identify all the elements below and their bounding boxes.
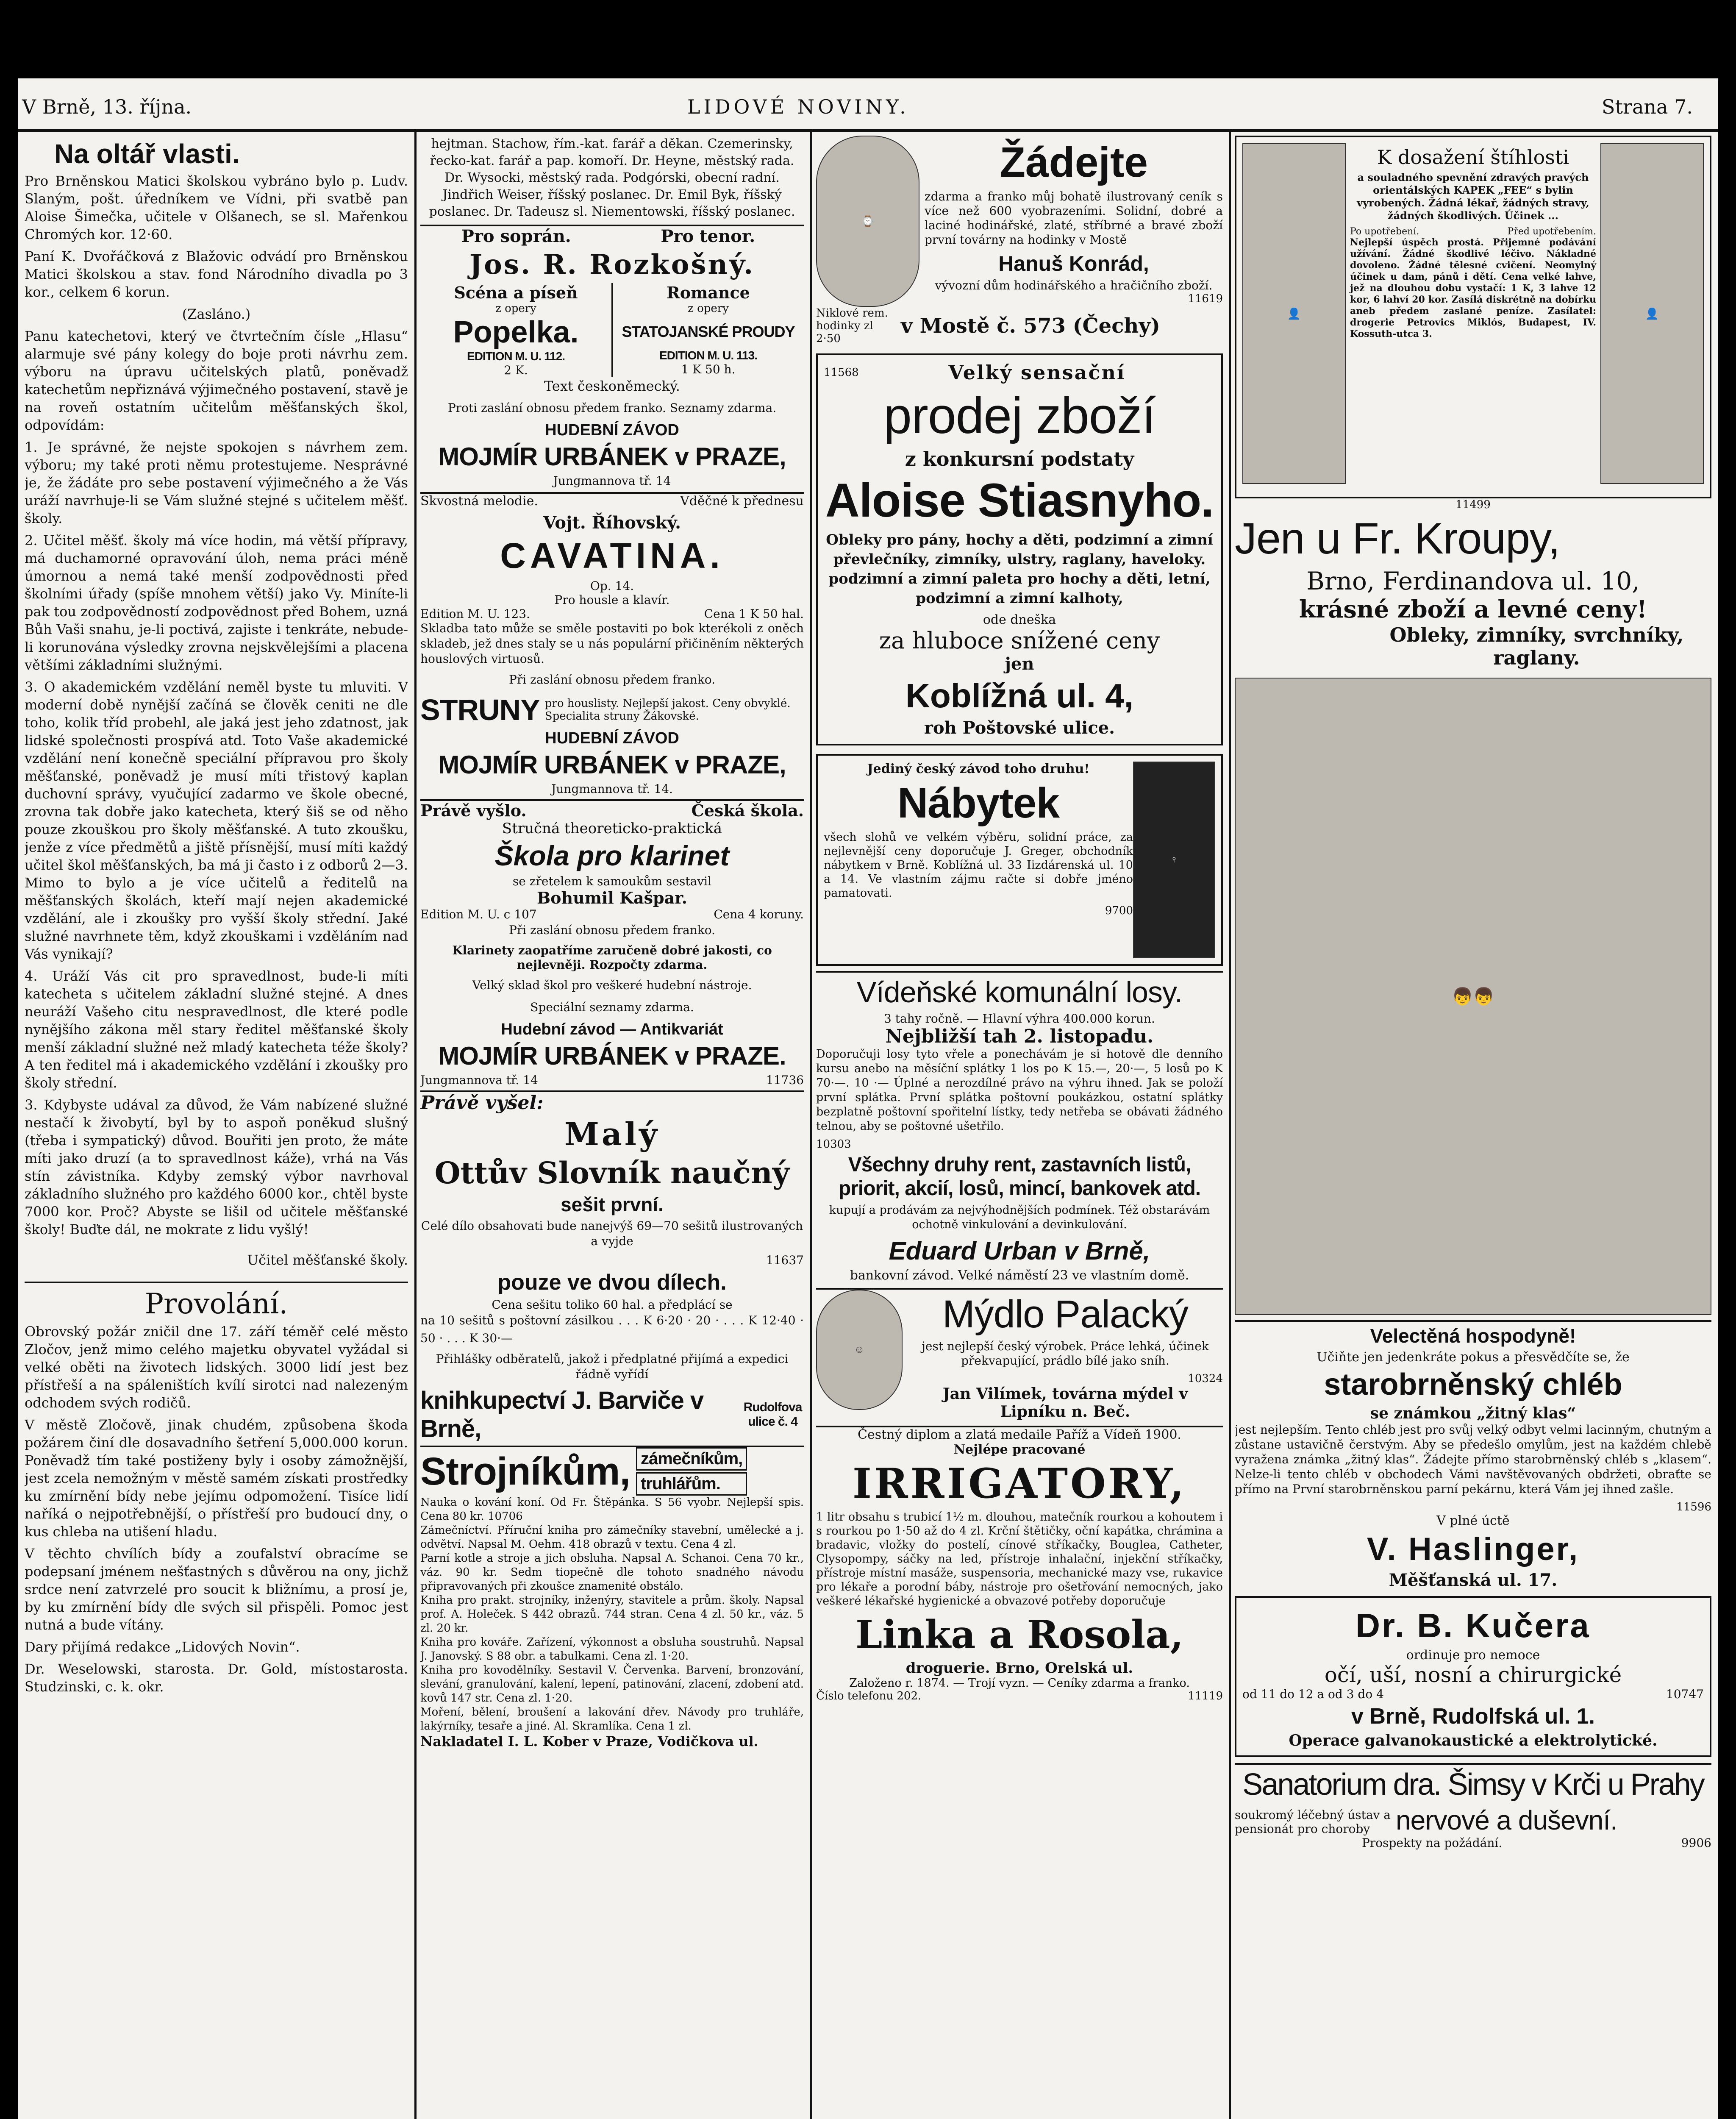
ad-line: Parní kotle a stroje a jich obsluha. Napsal A. Schanoi. Cena 70 kr., váz. 90 kr. Sedm tiopečně dle tohoto snadného návodu připravovaných při zkoušce znamenité obstálo. bbox=[420, 1552, 804, 1593]
article-title: Provolání. bbox=[144, 1288, 288, 1320]
ad-line: MOJMÍR URBÁNEK v PRAZE. bbox=[438, 1042, 786, 1070]
ad-line: ode dneška bbox=[983, 612, 1056, 627]
ad-line: 1 litr obsahu s trubicí 1½ m. dlouhou, matečník rourkou a kohoutem i s rourkou po 1·50 až do 4 zl. Krční štětičky, oční kapátka, chrámina a bradavic, vložky do postelí, cínové stříkačky, Bouglea, Catheter, Clysopompy, sáčky na led, přístroje inhalační, injekční stříkačky, přístroje místní masáže, suspensoria, mechanické mazy vse, rukavice pro lékaře a porodní báby, nástroje pro ošetřování nemocných, jako veškeré lékařské hygienické a obvazové potřeby doporučuje bbox=[816, 1510, 1223, 1607]
paragraph: hejtman. Stachow, řím.-kat. farář a děkan. Czemerinsky, řecko-kat. farář a pap. komoří. Dr. Heyne, městský rada. Dr. Wysocki, městský rada. Podgórski, obecní radní. Jindřich Weiser, říšský poslanec. Dr. Emil Byk, říšský poslanec. Dr. Tadeusz sl. Niementowski, říšský poslanec. bbox=[429, 136, 795, 219]
ad-line: očí, uší, nosní a chirurgické bbox=[1324, 1663, 1622, 1687]
boys-clothing-illustration: 👦👦 bbox=[1235, 678, 1711, 1315]
ad-line: Cena 1 K 50 hal. bbox=[704, 607, 804, 621]
ad-line: pouze ve dvou dílech. bbox=[497, 1270, 727, 1295]
ad-line: Po upotřebení. bbox=[1350, 226, 1419, 237]
ad-line: Zámečníctví. Příruční kniha pro zámečníky stavební, umělecké a j. odvětví. Napsal M. Oehm. 418 obrazů v textu. Cena 4 zl. bbox=[420, 1524, 804, 1551]
ad-line: z konkursní podstaty bbox=[905, 448, 1134, 470]
ad-line: kupují a prodávám za nejvýhodnějších podmínek. Též obstarávám ochotně vinkulování a devinkulování. bbox=[829, 1204, 1210, 1231]
column-1 bbox=[25, 136, 408, 2119]
ad-line: Ottův Slovník naučný bbox=[434, 1155, 790, 1190]
ad-line: Právě vyšlo. bbox=[420, 801, 527, 820]
ad-line: Nejbližší tah 2. listopadu. bbox=[885, 1026, 1154, 1047]
ad-line: Hanuš Konrád, bbox=[998, 252, 1149, 275]
ad-line: Stručná theoreticko-praktická bbox=[502, 820, 722, 837]
paragraph: 2. Učitel měšť. školy má více hodin, má větší přípravy, má duchamorné opravování úloh, nema práci méně úmornou a nemá také menší zodpovědnosti před školními úřady (spíše mnohem větší) jako Vy. Miníte-li pak tou zodpovědností zodpovědnost před Bohem, uzná Bůh Vaši snahu, je-li poctivá, zajiste i tenkráte, nebude-li korunována výsledky zrovna nejskvělejšími a placena většími základními služnými. bbox=[25, 532, 408, 673]
ad-line: Vojt. Říhovský. bbox=[543, 513, 681, 533]
ad-line: Kniha pro kováře. Zařízení, výkonnost a obsluha soustruhů. Napsal J. Janovský. S 88 obr. a tabulkami. Cena zl. 1·20. bbox=[420, 1636, 804, 1663]
ad-line: 3 tahy ročně. — Hlavní výhra 400.000 korun. bbox=[884, 1012, 1155, 1026]
ad-line: Obleky, zimníky, svrchníky, raglany. bbox=[1389, 623, 1684, 669]
ad-line: Speciální seznamy zdarma. bbox=[530, 1000, 694, 1014]
header-date: V Brně, 13. října. bbox=[22, 95, 192, 118]
furniture-ad bbox=[816, 754, 1223, 966]
ad-line: Koblížná ul. 4, bbox=[905, 677, 1133, 715]
ad-line: MOJMÍR URBÁNEK v PRAZE, bbox=[438, 442, 786, 471]
ad-line: 2 K. bbox=[504, 363, 528, 377]
sale-ad bbox=[816, 353, 1223, 745]
ad-line: CAVATINA. bbox=[500, 536, 724, 576]
soap-ad bbox=[816, 1288, 1223, 1421]
ad-line: v Mostě č. 573 (Čechy) bbox=[901, 314, 1160, 338]
ad-line: nervové a duševní. bbox=[1396, 1805, 1617, 1835]
ad-line: za hluboce snížené ceny bbox=[879, 627, 1160, 654]
ad-line: Linka a Rosola, bbox=[856, 1612, 1183, 1657]
music-ad bbox=[420, 225, 804, 246]
ad-line: Cena sešitu toliko 60 hal. a předplácí se bbox=[492, 1298, 733, 1312]
ad-line: Kniha pro prakt. strojníky, inženýry, stavitele a prům. školy. Napsal prof. A. Holeček. S 442 obrazů. 744 stran. Cena 4 zl. 50 kr., váz. 5 zl. 20 kr. bbox=[420, 1594, 804, 1635]
ad-line: Text českoněmecký. bbox=[544, 378, 680, 394]
ad-line: Kniha pro kovodělníky. Sestavil V. Červenka. Barvení, bronzování, slevání, granulování, kalení, lepení, patinování, zlacení, zdobení atd. kovů 147 str. Cena zl. 1·20. bbox=[420, 1664, 804, 1705]
ad-line: 10747 bbox=[1666, 1687, 1704, 1701]
ad-line: 1 K 50 h. bbox=[681, 362, 736, 376]
ad-line: Prospekty na požádání. bbox=[1362, 1836, 1503, 1850]
ad-line: a souladného spevnění zdravých pravých orientálských KAPEK „FEE“ s bylin vyrobených. Žádná lékař, žádných stravy, žádných škodlivých. Účinek ... bbox=[1357, 171, 1589, 222]
ad-line: Doporučuji losy tyto vřele a ponechávám je si hotově dle denního kursu anebo na měsíční splátky 1 los po K 15.—, 20·—, 5 losů po K 70·—. 10 ·— Úplné a nerozdílné právo na výhru ihned. Jak se položí první splátka. První splátka poštovní poukázkou, ostatní splátky bezplatně poštovní spořitelní lístky, tedy netřeba se obávati žádného telnou, aby se poštovné ušetřilo. bbox=[816, 1048, 1223, 1133]
doctor-ad bbox=[1235, 1596, 1711, 1757]
ad-line: Jediný český závod toho druhu! bbox=[867, 762, 1090, 776]
ad-line: Přihlášky odběratelů, jakož i předplatné přijímá a expedici řádně vyřídí bbox=[436, 1352, 789, 1381]
ad-line: Všechny druhy rent, zastavních listů, priorit, akcií, losů, mincí, bankovek atd. bbox=[838, 1154, 1201, 1200]
ad-line: Jungmannova tř. 14. bbox=[551, 782, 673, 796]
paragraph: Dary přijímá redakce „Lidových Novin“. bbox=[25, 1639, 300, 1655]
music-ad-columns bbox=[420, 283, 804, 377]
column-4 bbox=[1235, 136, 1711, 2119]
masthead: LIDOVÉ NOVINY. bbox=[687, 95, 909, 118]
paragraph: 3. Kdybyste udával za důvod, že Vám nabízené služné nestačí k živobytí, byl by to aspoň poněkud slušný (třeba i sympatický) důvod. Bouřiti jen proto, že máte míti jako druzí (a to spravedlnost káže), vrhá na Vás stín závistníka. Kdyby zemský výbor navrhoval základního služného pro každého 6000 kor., chtěl byste 7000 kor. Proč? Abyste se lišil od učitele měšťanské školy! Buďte dál, ne mokrate z lidu vyšlý! bbox=[25, 1097, 408, 1237]
ad-line: 11619 bbox=[1188, 292, 1223, 305]
ad-line: V plné úctě bbox=[1436, 1513, 1510, 1528]
ad-line: HUDEBNÍ ZÁVOD bbox=[545, 729, 679, 747]
ad-line: Nauka o kování koní. Od Fr. Štěpánka. S 56 vyobr. Nejlepší spis. Cena 80 kr. 10706 bbox=[420, 1496, 804, 1523]
paragraph: Paní K. Dvořáčková z Blažovic odvádí pro Brněnskou Matici školskou a stav. fond Národního divadla po 3 kor., celkem 6 korun. bbox=[25, 248, 408, 300]
article-title: Na oltář vlasti. bbox=[54, 139, 240, 169]
ad-line: Popelka. bbox=[453, 315, 579, 349]
ad-line: na 10 sešitů s poštovní zásilkou . . . K 6·20 · 20 · . . . K 12·40 · 50 · . . . K 30·— bbox=[420, 1313, 804, 1345]
pocket-watch-illustration: ⌚ bbox=[816, 136, 919, 307]
ad-line: jest nejlepší český výrobek. Práce lehká, účinek překvapující, prádlo bílé jako sníh. bbox=[922, 1339, 1209, 1368]
ad-line: Velký sklad škol pro veškeré hudební nástroje. bbox=[472, 978, 752, 992]
ad-heading: Pro soprán. bbox=[461, 226, 571, 246]
paragraph: V těchto chvílích bídy a zoufalství obracíme se podepsaní jménem nešťastných s důvěrou na ony, jichž srdce není zatvrzelé pro soucit k bližnímu, a prosí je, by ku zmírnění bídy dle svých sil přispěli. Pomoc jest nutná a bude vítány. bbox=[25, 1546, 408, 1633]
ad-line: od 11 do 12 a od 3 do 4 bbox=[1242, 1687, 1384, 1701]
newspaper-page bbox=[18, 78, 1718, 2119]
ad-line: Nejlepší úspěch prostá. Přijemné podávání užívání. Žádné škodlivé léčivo. Nákladné dovoleno. Žádné tělesné cvičení. Neomylný účinek u dam, pánů i dětí. Cena velké lahve, jež na dlouhou dobu vystačí: 1 K, 3 lahve 12 kor, 6 lahví 20 kor. Zasílá diskrétně na dobírku aneb předem zaslané peníze. Zasílatel: drogerie Petrovics Miklós, Budapest, IV. Kossuth-utca 3. bbox=[1350, 237, 1596, 339]
ad-line: Jungmannova tř. 14 bbox=[420, 1073, 538, 1087]
ad-line: 11596 bbox=[1676, 1501, 1711, 1513]
ad-line: Rudolfova ulice č. 4 bbox=[743, 1400, 802, 1429]
woman-before-illustration: 👤 bbox=[1600, 143, 1704, 484]
ad-line: bankovní závod. Velké náměstí 23 ve vlastním domě. bbox=[850, 1268, 1189, 1283]
ad-line: Op. 14. bbox=[590, 579, 634, 593]
watch-ad bbox=[816, 136, 1223, 307]
ad-line: Před upotřebením. bbox=[1507, 226, 1596, 237]
ad-line: Čestný diplom a zlatá medaile Paříž a Vídeň 1900. bbox=[858, 1427, 1181, 1442]
ad-line: Edition M. U. 123. bbox=[420, 607, 530, 621]
ad-line: Učiňte jen jedenkráte pokus a přesvědčíte se, že bbox=[1317, 1350, 1630, 1365]
ad-line: STATOJANSKÉ PROUDY bbox=[622, 323, 795, 340]
ad-line: Skvostná melodie. bbox=[420, 494, 538, 509]
ad-line: Operace galvanokaustické a elektrolytické. bbox=[1289, 1732, 1658, 1749]
ad-block bbox=[420, 799, 804, 820]
ad-line: jest nejlepším. Tento chléb jest pro svůj velký odbyt velmi lacinným, chutným a zůstane ustavičně čerstvým. Aby se předešlo omylům, jest na každém chlebě vyražena známka „žitný klas“. Žádejte přímo starobrněnský chléb s „klasem“. Nelze-li tento chléb v obchodech Vámi navštěvovaných obdržeti, obraťte se přímo na První starobrněnskou parní pekárnu, která Vám jej ihned zašle. bbox=[1235, 1423, 1711, 1496]
ad-line: ordinuje pro nemoce bbox=[1406, 1648, 1540, 1663]
ad-line: Jen u Fr. Kroupy, bbox=[1235, 514, 1560, 563]
paragraph: V městě Zločově, jinak chudém, způsobena škoda požárem činí dle dosavadního šetření 5,000.000 korun. Poněvadž tím také postiženy byly i osoby zámožnější, jest zcela nemožným v městě samém získati prostředky ku zmírnění bídy nebe jejímu odpomožení. Tisíce lidí naříká o nejpotřebnější, o přístřeší pro budoucí dny, o kus chleba na utišení hladu. bbox=[25, 1417, 408, 1540]
column-rule bbox=[1229, 131, 1231, 2119]
ad-line: HUDEBNÍ ZÁVOD bbox=[545, 421, 679, 439]
ad-line: Celé dílo obsahovati bude nanejvýš 69—70 sešitů ilustrovaných a vyjde bbox=[421, 1219, 803, 1248]
ad-line: Dr. B. Kučera bbox=[1355, 1607, 1591, 1644]
ad-line: EDITION M. U. 112. bbox=[467, 350, 565, 363]
ad-line: Skladba tato může se směle postaviti po bok kterékoli z oněch skladeb, jež dnes staly se u nás populární přičiněním některých houslových virtuosů. bbox=[420, 621, 804, 666]
ad-line: Jan Vilímek, továrna mýdel v Lipníku n. Beč. bbox=[942, 1385, 1188, 1421]
ad-line: Edition M. U. c 107 bbox=[420, 907, 537, 921]
ad-line: 11736 bbox=[766, 1073, 804, 1087]
ad-line: krásné zboží a levné ceny! bbox=[1299, 595, 1647, 623]
ad-line: Malý bbox=[564, 1116, 660, 1153]
ad-line: Bohumil Kašpar. bbox=[536, 888, 688, 907]
paragraph: Pro Brněnskou Matici školskou vybráno bylo p. Ludv. Slaným, pošt. úředníkem ve Vídni, při svatbě pan Aloise Šimečka, učitele v Olšanech, se sl. Mařenkou Chromých kor. 12·60. bbox=[25, 173, 408, 242]
ad-line: Proti zaslání obnosu předem franko. Seznamy zdarma. bbox=[447, 401, 777, 415]
ad-line: Při zaslání obnosu předem franko. bbox=[509, 673, 715, 687]
ad-line: Brno, Ferdinandova ul. 10, bbox=[1306, 567, 1640, 595]
ad-line: 9906 bbox=[1681, 1836, 1711, 1850]
paragraph: 3. O akademickém vzdělání neměl byste tu mluviti. V moderní době nynější začíná se člověk ceniti ne dle toho, kolik tříd probehl, ale jaká jest jeho zdatnost, jak lidské společnosti prospívá atd. Toto Vaše akademické vzdělání není konečně speciální přípravou pro školy měšťanské, poněvadž je musí míti třistový kaplan duchovní správy, vyučující zadarmo ve škole obecné, zrovna tak dobře jako katecheta, který šiš se od něho pouze zkouškou pro školy měšťanské. A tuto zkoušku, jenže z více předmětů a jiště přísnější, musí míti každý učitel škol měšťanských, ba má ji často i z odborů 2—3. Mimo to bylo a je více učitelů a ředitelů na měšťanských školách, kteří mají nejen akademické vzdělání, ale i zkoušky pro vyšší školy střední. Jaké služné navrhnete těm, když zkouškami i vzděláním nad Vás vynikají? bbox=[25, 679, 408, 962]
ad-line: vývozní dům hodinářského a hračičního zboží. bbox=[935, 278, 1213, 292]
ad-block bbox=[420, 1073, 804, 1087]
ad-line: droguerie. Brno, Orelská ul. bbox=[905, 1660, 1133, 1677]
page-number: Strana 7. bbox=[1602, 95, 1693, 118]
ad-line: Mýdlo Palacký bbox=[942, 1293, 1189, 1336]
ad-block bbox=[1235, 1805, 1711, 1836]
ad-line: Právě vyšel: bbox=[420, 1092, 544, 1114]
ad-line: K dosažení štíhlosti bbox=[1377, 146, 1569, 169]
paragraph: Obrovský požár zničil dne 17. září téměř celé město Zločov, jenž mimo celého majetku obyvatel vyžádal si velké oběti na životech lidských. 3000 lidí jest bez přístřeší a na spáleništích kvílí sirotci nad nalezeným odchodem svých rodičů. bbox=[25, 1324, 408, 1411]
ad-block bbox=[420, 1446, 804, 1496]
ad-line: sešit první. bbox=[561, 1193, 664, 1215]
column-rule bbox=[414, 131, 417, 2119]
paragraph: 4. Uráží Vás cit pro spravedlnost, bude-li míti katecheta s učitelem základní služné stejné. A dnes neuráží Vašeho citu nespravedlnost, dle které podle nynějšího zákona měl stary ředitel měšťanské školy menší základní služné než mladý katecheta téže školy? A ten ředitel má i akademického vzdělání i zkoušky pro školy střední. bbox=[25, 968, 408, 1091]
ad-block bbox=[1235, 1836, 1711, 1850]
paragraph: 1. Je správné, že nejste spokojen s návrhem zem. výboru; my také proti němu protestujeme. Nesprávné je, že žádáte pro sebe postavení výjimečného a že Vás uráží navrhuje-li se Vám služné stejné s učitelem měšť. školy. bbox=[25, 439, 408, 526]
ad-line: Pro housle a klavír. bbox=[554, 593, 670, 607]
ad-line: Hudební závod — Antikvariát bbox=[501, 1021, 723, 1038]
ad-block bbox=[420, 1386, 804, 1443]
ad-line: 9700 bbox=[1105, 904, 1133, 917]
woman-after-illustration: 👤 bbox=[1242, 143, 1346, 484]
ad-line: v Brně, Rudolfská ul. 1. bbox=[1351, 1704, 1595, 1729]
column-3 bbox=[816, 136, 1223, 2119]
ad-line: prodej zboží bbox=[883, 387, 1155, 444]
ad-line: Česká škola. bbox=[691, 801, 804, 820]
ad-line: Žádejte bbox=[999, 139, 1148, 186]
ad-line: 11637 bbox=[766, 1253, 804, 1267]
ad-block bbox=[420, 907, 804, 921]
subheading: (Zasláno.) bbox=[182, 306, 251, 322]
column-2 bbox=[420, 136, 804, 2119]
slimming-ad bbox=[1235, 136, 1711, 498]
ad-line: z opery bbox=[688, 302, 729, 315]
ad-line: 11568 bbox=[824, 366, 859, 379]
ad-line: se známkou „žitný klas“ bbox=[1370, 1404, 1576, 1422]
signature: Učitel měšťanské školy. bbox=[247, 1252, 408, 1268]
paragraph: Panu katechetovi, který ve čtvrtečním čísle „Hlasu“ alarmuje své pány kolegy do boje proti návrhu zem. výboru na úpravu učitelských platů, poněvadž katechetům nepřiznává výjimečného postavení, stavě je na roveň ostatním učitelům měšťanských škol, odpovídám: bbox=[25, 328, 408, 433]
ad-block bbox=[420, 607, 804, 621]
ad-line: Romance bbox=[667, 283, 750, 302]
ad-line: Scéna a píseň bbox=[454, 283, 578, 302]
ad-line: Sanatorium dra. Šimsy v Krči u Prahy bbox=[1242, 1768, 1704, 1802]
ad-line: zdarma a franko můj bohatě ilustrovaný ceník s více než 600 vyobrazeními. Solidní, dobré a laciné hodinářské, zlaté, stříbrné a bravé zboží první továrny na hodinky v Mostě bbox=[925, 189, 1223, 247]
ad-block bbox=[816, 1690, 1223, 1702]
ad-line: Nakladatel I. L. Kober v Praze, Vodičkova ul. bbox=[420, 1733, 758, 1749]
ad-line: Velký sensační bbox=[948, 361, 1126, 384]
ad-line: soukromý léčebný ústav a pensionát pro choroby bbox=[1235, 1808, 1391, 1836]
ad-line: truhlářům. bbox=[636, 1472, 747, 1496]
ad-block bbox=[816, 307, 1223, 345]
ad-line: Cena 4 koruny. bbox=[714, 907, 804, 921]
ad-line: roh Poštovské ulice. bbox=[924, 718, 1115, 738]
ad-line: Měšťanská ul. 17. bbox=[1389, 1570, 1558, 1590]
ad-line: EDITION M. U. 113. bbox=[659, 349, 757, 362]
ad-line: starobrněnský chléb bbox=[1324, 1368, 1622, 1402]
ad-line: všech slohů ve velkém výběru, solidní práce, za nejlevnější ceny doporučuje J. Greger, obchodník nábytkem v Brně. Koblížná ul. 33 Iizdárenská ul. 10 a 14. Ve vlastním zájmu račte si dobře jméno pamatovati. bbox=[824, 831, 1133, 900]
ad-line: z opery bbox=[495, 302, 536, 315]
ad-line: Moření, bělení, broušení a lakování dřev. Návody pro truhláře, lakýrníky, tesaře a jiné. Al. Skramlíka. Cena 1 zl. bbox=[420, 1706, 804, 1732]
ad-line: 10324 bbox=[1188, 1372, 1223, 1385]
ad-line: zámečníkům, bbox=[636, 1447, 747, 1471]
ad-line: Strojníkům, bbox=[420, 1449, 631, 1493]
ad-line: Niklové rem. hodinky zl 2·50 bbox=[816, 307, 888, 345]
ad-line: Založeno r. 1874. — Trojí vyzn. — Ceníky zdarma a franko. bbox=[849, 1677, 1190, 1690]
ad-line: Při zaslání obnosu předem franko. bbox=[509, 923, 715, 937]
ad-line: knihkupectví J. Barviče v Brně, bbox=[420, 1387, 704, 1443]
ad-line: Vděčné k přednesu bbox=[680, 494, 804, 509]
ad-line: pro houslisty. Nejlepší jakost. Ceny obvyklé. Specialita struny Žákovské. bbox=[544, 697, 791, 723]
paragraph: Dr. Weselowski, starosta. Dr. Gold, místostarosta. Studzinski, c. k. okr. bbox=[25, 1661, 408, 1695]
ad-line: Eduard Urban v Brně, bbox=[889, 1237, 1150, 1265]
ad-line: STRUNY bbox=[420, 693, 540, 726]
ad-line: V. Haslinger, bbox=[1367, 1531, 1580, 1567]
ad-line: Obleky pro pány, hochy a děti, podzimní a zimní převlečníky, zimníky, ulstry, raglany, haveloky. podzimní a zimní paleta pro hochy a děti, letní, podzimní a zimní kalhoty, bbox=[826, 531, 1213, 607]
ad-line: 11119 bbox=[1188, 1690, 1223, 1702]
ad-line: Aloise Stiasnyho. bbox=[825, 474, 1214, 527]
ad-block bbox=[420, 693, 804, 727]
composer-name: Jos. R. Rozkošný. bbox=[469, 249, 755, 281]
woman-silhouette-illustration: ♀ bbox=[1133, 762, 1215, 958]
ad-line: Nejlépe pracované bbox=[953, 1442, 1086, 1457]
ad-line: MOJMÍR URBÁNEK v PRAZE, bbox=[438, 751, 786, 779]
ad-line: 10303 bbox=[816, 1138, 851, 1151]
ad-line: Klarinety zaopatříme zaručeně dobré jakosti, co nejlevněji. Rozpočty zdarma. bbox=[452, 943, 772, 972]
ad-line: Jungmannova tř. 14 bbox=[553, 474, 671, 488]
ad-line: jen bbox=[1005, 654, 1034, 674]
page-header bbox=[18, 78, 1718, 132]
ad-line: Velectěná hospodyně! bbox=[1370, 1325, 1576, 1347]
ad-line: Vídeňské komunální losy. bbox=[856, 976, 1183, 1009]
ad-line: IRRIGATORY, bbox=[852, 1460, 1187, 1507]
ad-line: Nábytek bbox=[897, 779, 1060, 827]
ad-line: 11499 bbox=[1455, 498, 1491, 511]
ad-block bbox=[420, 492, 804, 509]
ad-line: Škola pro klarinet bbox=[494, 840, 730, 871]
ad-line: se zřetelem k samoukům sestavil bbox=[512, 874, 712, 888]
ad-line: Číslo telefonu 202. bbox=[816, 1690, 922, 1702]
ad-heading: Pro tenor. bbox=[661, 226, 756, 246]
palacky-portrait-illustration: ☺ bbox=[816, 1290, 903, 1410]
column-rule bbox=[810, 131, 812, 2119]
